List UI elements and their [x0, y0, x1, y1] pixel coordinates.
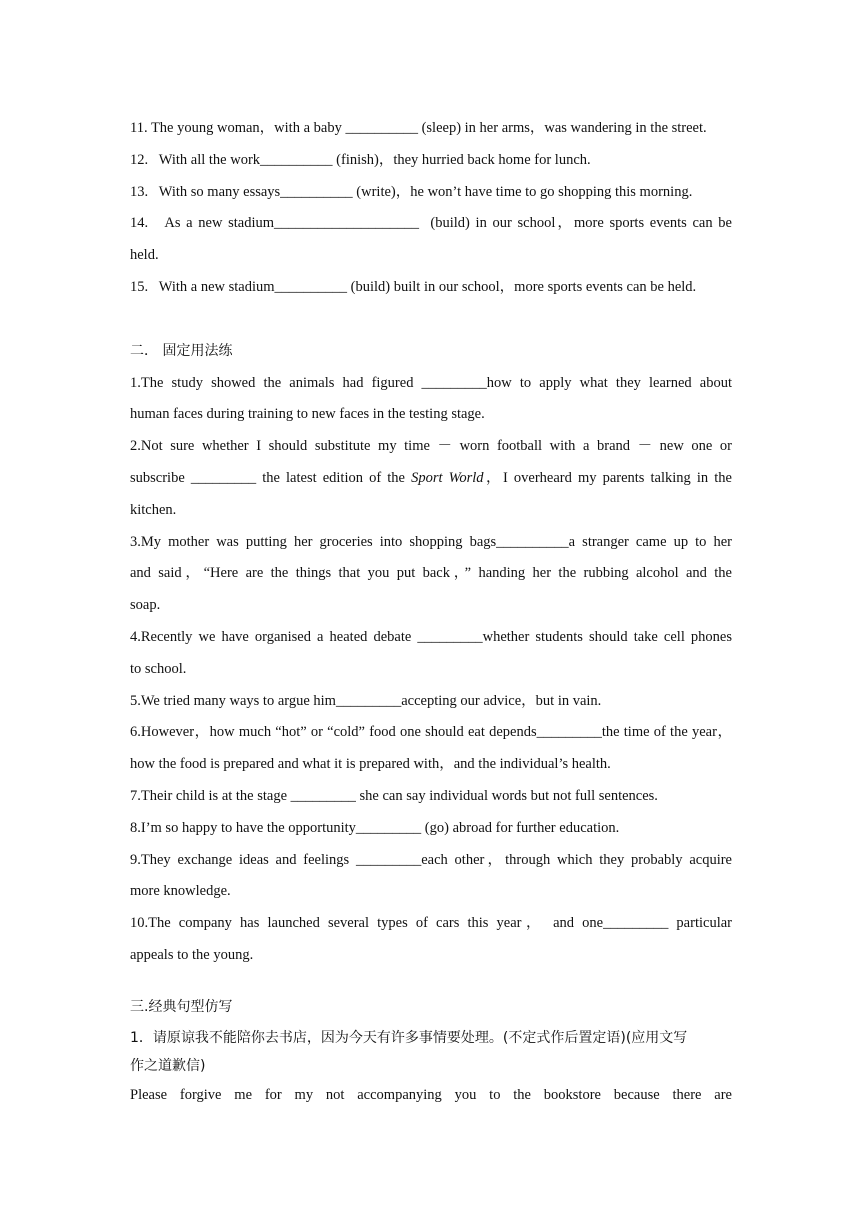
fixed-usage-10-cont: appeals to the young.: [130, 946, 254, 963]
fixed-usage-2-end: kitchen.: [130, 501, 177, 518]
exercise-14: 14. As a new stadium____________________ (build) in our school，more sports events can be: [130, 215, 732, 232]
fixed-usage-4: 4.Recently we have organised a heated debate _________whether students should take cell phones: [130, 628, 732, 645]
fixed-usage-2-text-b: ，I overheard my parents talking in the: [483, 469, 732, 486]
fixed-usage-2-cont: [130, 463, 732, 495]
exercise-11: 11. The young woman，with a baby __________ (sleep) in her arms，was wandering in the street.: [130, 120, 707, 136]
fixed-usage-4-cont: to school.: [130, 660, 187, 677]
fixed-usage-5: 5.We tried many ways to argue him_________accepting our advice，but in vain.: [130, 692, 602, 709]
fixed-usage-6-cont: how the food is prepared and what it is prepared with，and the individual’s health.: [130, 756, 611, 773]
exercise-14-cont: held.: [130, 247, 159, 264]
fixed-usage-3-end: soap.: [130, 597, 161, 614]
fixed-usage-2: 2.Not sure whether I should substitute my time － worn football with a brand － new one or: [130, 438, 732, 455]
sentence-task-1-cn-cont: 作之道歉信): [130, 1057, 206, 1074]
section-heading-2: 二． 固定用法练: [130, 342, 233, 359]
fixed-usage-8: 8.I’m so happy to have the opportunity_________ (go) abroad for further education.: [130, 819, 620, 836]
fixed-usage-1-cont: human faces during training to new faces in the testing stage.: [130, 406, 485, 423]
fixed-usage-3: 3.My mother was putting her groceries into shopping bags__________a stranger came up to her: [130, 533, 732, 550]
exercise-13: 13. With so many essays__________ (write)，he won’t have time to go shopping this morning.: [130, 183, 693, 200]
section-gap: [130, 972, 732, 992]
fixed-usage-6: 6.However，how much “hot” or “cold” food one should eat depends_________the time of the year，: [130, 724, 732, 741]
fixed-usage-1: 1.The study showed the animals had figured _________how to apply what they learned about: [130, 374, 732, 391]
fixed-usage-3-cont: and said，“Here are the things that you put back，” handing her the rubbing alcohol and the: [130, 565, 732, 582]
fixed-usage-9: 9.They exchange ideas and feelings _________each other，through which they probably acquire: [130, 851, 732, 868]
section-heading-3: 三.经典句型仿写: [130, 998, 233, 1015]
sentence-task-1-en: Please forgive me for my not accompanying you to the bookstore because there are: [130, 1086, 732, 1103]
fixed-usage-2-text-a: subscribe _________ the latest edition of the: [130, 469, 412, 486]
fixed-usage-10: 10.The company has launched several types of cars this year， and one_________ particular: [130, 915, 732, 932]
sentence-task-1-cn: 1．请原谅我不能陪你去书店，因为今天有许多事情要处理。(不定式作后置定语)(应用文写: [130, 1029, 688, 1046]
exercise-15: 15. With a new stadium__________ (build) built in our school，more sports events can be held.: [130, 278, 697, 295]
magazine-title: Sport World: [411, 469, 484, 486]
fixed-usage-7: 7.Their child is at the stage _________ she can say individual words but not full sentences.: [130, 787, 658, 804]
exercise-12: 12. With all the work__________ (finish)，they hurried back home for lunch.: [130, 151, 591, 168]
fixed-usage-9-cont: more knowledge.: [130, 883, 231, 900]
document-content: [130, 113, 732, 1111]
section-gap: [130, 304, 732, 336]
